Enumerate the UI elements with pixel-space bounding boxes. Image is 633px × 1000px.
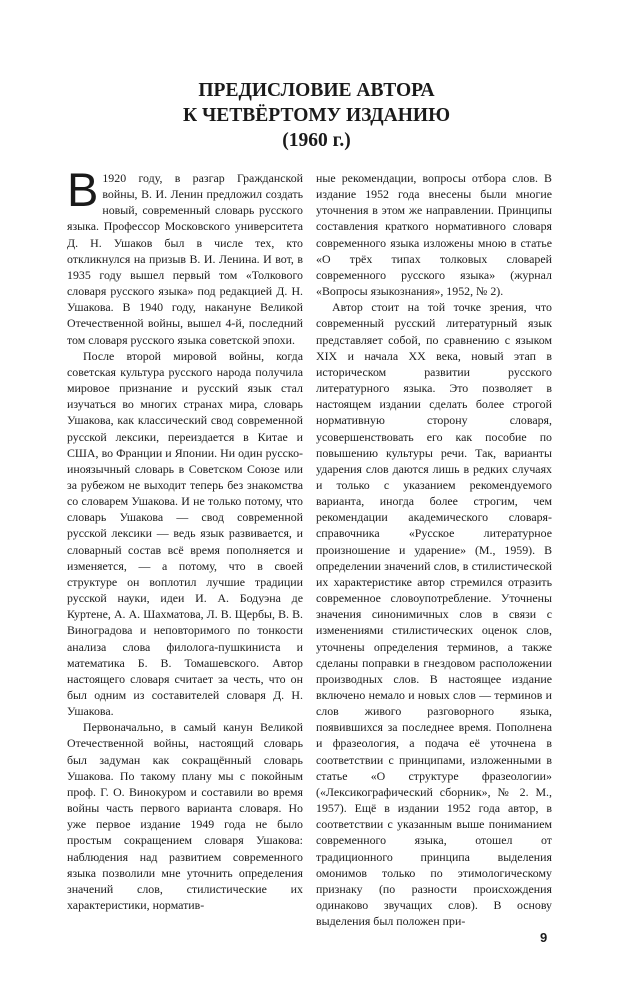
paragraph-1-text: 1920 году, в разгар Гражданской войны, В. И. Ленин предложил создать новый, современный словарь русского языка. Профессор Московского университета Д. Н. Ушаков был в числе тех, кто откликнулся на призыв В. И. Ленина. И вот, в 1935 году вышел первый том «Толкового словаря русского языка» под редакцией Д. Н. Ушакова. В 1940 году, накануне Великой Отечественной войны, вышел 4-й, последний том словаря русского языка советской эпохи. bbox=[67, 171, 303, 347]
paragraph-1 bbox=[67, 163, 303, 348]
paragraph-4: Автор стоит на той точке зрения, что современный русский литературный язык представляет собой, по сравнению с языком XIX и начала XX века, новый этап в историческом развитии русского литературного языка. Это позволяет в настоящем издании сделать более строгой нормативную сторону словаря, усовершенствовать его как пособие по повышению культуры речи. Так, варианты ударения слов даются лишь в редких случаях и только с указанием рекомендуемого варианта, иногда более строгим, чем рекомендации академического словаря-справочника «Русское литературное произношение и ударение» (М., 1959). В определении значений слов, в стилистической их характеристике автор стремился отразить современное словоупотребление. Уточнены значения синонимичных слов в связи с изменениями стилистических оценок слов, уточнены определения терминов, а также сделаны поправки в гнездовом расположении производных слов. В настоящее издание включено немало и новых слов — терминов и слов живого разговорного языка, появившихся за последнее время. Пополнена и фразеология, а подача её уточнена в соответствии с принципами, изложенными в статье «О структуре фразеологии» («Лексикографический сборник», № 2. М., 1957). Ещё в издании 1952 года автор, в соответствии с указанным выше пониманием современного языка, отошел от традиционного принципа выделения омонимов только по этимологическому признаку (по разности происхождения одинаково звучащих слов). В основу выделения был положен при- bbox=[316, 300, 552, 929]
title-year: (1960 г.) bbox=[282, 130, 351, 151]
paragraph-3-continued: ные рекомендации, вопросы отбора слов. В издание 1952 года внесены были многие уточнения в этом же направлении. Принципы составления краткого нормативного словаря современного языка изложены мною в статье «О трёх типах толковых словарей современного русского языка» (журнал «Вопросы языкознания», 1952, № 2). bbox=[316, 171, 552, 299]
page-number: 9 bbox=[540, 930, 548, 945]
paragraph-3: Первоначально, в самый канун Великой Отечественной войны, настоящий словарь был задуман как сокращённый словарь Ушакова. По такому плану мы с покойным проф. Г. О. Винокуром и составили во время войны часть первого варианта словаря. Но уже первое издание 1949 года не было простым сокращением словаря Ушакова: наблюдения над развитием современного языка позволили мне уточнить определения значений слов, стилистические их характеристики, норматив- bbox=[67, 720, 303, 913]
chapter-title bbox=[0, 78, 633, 153]
left-column bbox=[67, 163, 303, 913]
drop-cap: В bbox=[67, 163, 99, 216]
title-line-2: К ЧЕТВЁРТОМУ ИЗДАНИЮ bbox=[182, 105, 451, 126]
right-column bbox=[316, 170, 552, 929]
paragraph-2: После второй мировой войны, когда советская культура русского народа получила мировое признание и русский язык стал изучаться во многих странах мира, словарь Ушакова, как классический свод современной русской лексики, переиздается в Китае и США, во Франции и Японии. Ни один русско-иноязычный словарь в Советском Союзе или за рубежом не выходит теперь без знакомства со словарем Ушакова. И не только потому, что словарь Ушакова — свод современной русской лексики — ведь язык развивается, и словарный состав всё время пополняется и изменяется, — а потому, что в своей структуре он воплотил лучшие традиции русской науки, идеи И. А. Бодуэна де Куртене, А. А. Шахматова, Л. В. Щербы, В. В. Виноградова и неповторимого по тонкости анализа слова филолога-пушкиниста и математика Б. В. Томашевского. Автор настоящего словаря считает за честь, что он был одним из составителей словаря Д. Н. Ушакова. bbox=[67, 348, 303, 719]
title-line-1: ПРЕДИСЛОВИЕ АВТОРА bbox=[198, 80, 435, 101]
